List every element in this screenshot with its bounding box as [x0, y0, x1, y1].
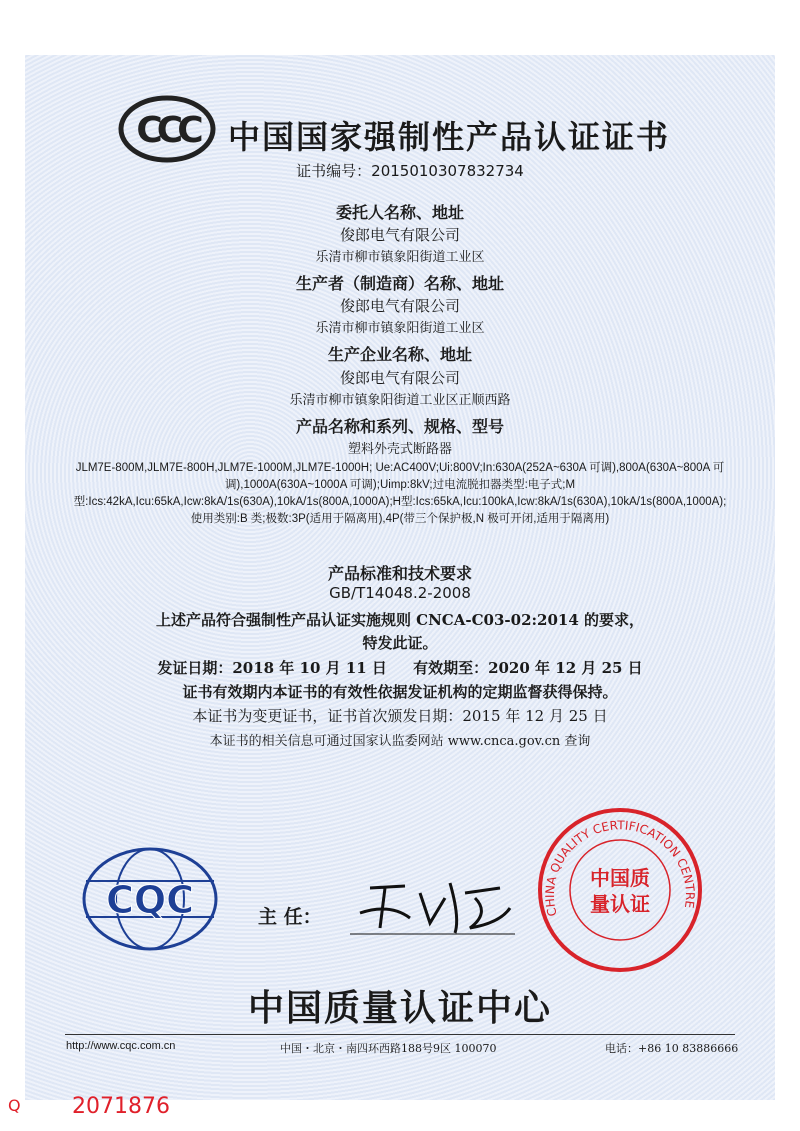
- svg-text:CQC: CQC: [105, 878, 195, 922]
- website-note: 本证书的相关信息可通过国家认监委网站 www.cnca.gov.cn 查询: [209, 734, 591, 749]
- serial-number: 2071876: [72, 1094, 170, 1119]
- factory-address: 乐清市柳市镇象阳街道工业区正顺西路: [289, 393, 511, 408]
- official-seal: [535, 805, 705, 975]
- svg-text:中国质: 中国质: [590, 866, 650, 890]
- manufacturer-name: 俊郎电气有限公司: [339, 297, 460, 315]
- issuer-name: 中国质量认证中心: [247, 988, 552, 1029]
- product-heading: 产品名称和系列、规格、型号: [295, 417, 504, 436]
- validity-note: 证书有效期内本证书的有效性依据发证机构的定期监督获得保持。: [182, 683, 618, 701]
- product-spec: JLM7E-800M,JLM7E-800H,JLM7E-1000M,JLM7E-1000H; Ue:AC400V;Ui:800V;In:630A(252A~630A 可调),800A(630A~800A 可调),1000A(630A~1000A 可调);Uimp:8kV;过电流脱扣器类型:电子式;M型:Ics:42kA,Icu:65kA,Icw:8kA/1s(630A),10kA/1s(800A,1000A);H型:Ics:65kA,Icu:100kA,Icw:8kA/1s(630A),10kA/1s(800A,1000A);使用类别:B 类;极数:3P(适用于隔离用),4P(带三个保护极,N 极可开闭,适用于隔离用): [73, 462, 727, 525]
- manufacturer-heading: 生产者（制造商）名称、地址: [295, 274, 504, 293]
- expiry-date: 有效期至：2020 年 12 月 25 日: [413, 659, 643, 677]
- footer-phone: 电话：+86 10 83886666: [605, 1042, 739, 1055]
- footer-divider: [65, 1034, 735, 1035]
- cqc-logo: [80, 845, 220, 953]
- ccc-logo: [118, 95, 216, 163]
- svg-text:量认证: 量认证: [590, 892, 650, 916]
- client-name: 俊郎电气有限公司: [339, 226, 460, 244]
- cert-number-label: 证书编号：: [296, 162, 372, 180]
- serial-prefix: Q: [8, 1096, 21, 1115]
- product-name: 塑料外壳式断路器: [347, 442, 452, 457]
- statement-line-2: 特发此证。: [362, 634, 438, 652]
- director-label: 主 任：: [258, 906, 322, 928]
- svg-text:CCC: CCC: [136, 110, 198, 151]
- footer-url[interactable]: http://www.cqc.com.cn: [66, 1040, 176, 1052]
- director-signature: [350, 868, 520, 943]
- svg-text:CHINA QUALITY CERTIFICATION CE: CHINA QUALITY CERTIFICATION CENTRE: [542, 818, 698, 918]
- client-heading: 委托人名称、地址: [335, 203, 464, 222]
- factory-name: 俊郎电气有限公司: [339, 369, 460, 387]
- cert-number-value: 2015010307832734: [371, 162, 524, 180]
- standard-value: GB/T14048.2-2008: [329, 584, 471, 602]
- client-address: 乐清市柳市镇象阳街道工业区: [315, 250, 485, 265]
- issue-date: 发证日期：2018 年 10 月 11 日: [157, 659, 387, 677]
- factory-heading: 生产企业名称、地址: [327, 345, 472, 364]
- dates: [0, 657, 800, 678]
- footer-address: 中国・北京・南四环西路188号9区 100070: [280, 1042, 497, 1055]
- statement-line-1: 上述产品符合强制性产品认证实施规则 CNCA-C03-02:2014 的要求，: [155, 611, 645, 629]
- standard-heading: 产品标准和技术要求: [327, 564, 472, 583]
- change-note: 本证书为变更证书，证书首次颁发日期：2015 年 12 月 25 日: [192, 707, 608, 725]
- certificate-title: 中国国家强制性产品认证证书: [228, 118, 671, 156]
- manufacturer-address: 乐清市柳市镇象阳街道工业区: [315, 321, 485, 336]
- cert-number: [10, 160, 800, 181]
